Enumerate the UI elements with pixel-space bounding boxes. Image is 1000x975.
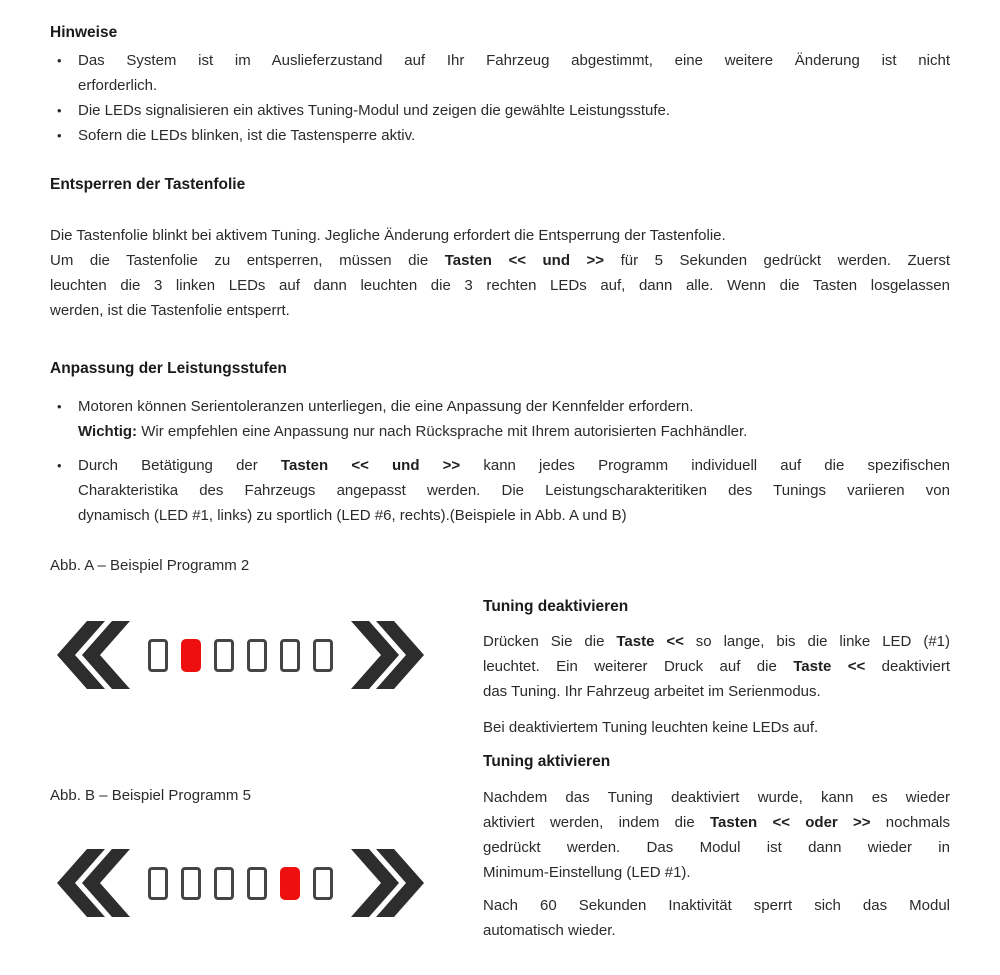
bold-taste-key: Taste << [616, 633, 684, 650]
bold-tasten-keys: Tasten << und >> [280, 457, 461, 474]
led-indicator-1 [148, 867, 168, 900]
led-strip [148, 867, 333, 900]
text-line: Bei deaktiviertem Tuning leuchten keine LEDs auf. [483, 719, 819, 736]
tuning-off-heading: Tuning deaktivieren [483, 598, 629, 615]
bullet-dot-icon: • [57, 53, 62, 68]
bullet-text [78, 98, 950, 123]
text-line: Die LEDs signalisieren ein aktives Tuning-Modul und zeigen die gewählte Leistungsstufe. [78, 102, 671, 119]
led-indicator-4 [247, 639, 267, 672]
text-line: Nach 60 Sekunden Inaktivität sperrt sich das Modul [483, 897, 950, 914]
bullet-item-system [50, 48, 950, 98]
text-line: Motoren können Serientoleranzen unterliegen, die eine Anpassung der Kennfelder erfordern. [78, 398, 694, 415]
entsperren-heading: Entsperren der Tastenfolie [50, 176, 246, 193]
text-line: Um die Tastenfolie zu entsperren, müssen die Tasten << und >> für 5 Sekunden gedrückt werden. Zuerst [50, 252, 951, 269]
anpassung-bullet-list [50, 394, 950, 528]
text-line: gedrückt werden. Das Modul ist dann wieder in [483, 839, 950, 856]
text-line: Minimum-Einstellung (LED #1). [483, 864, 691, 881]
figure-a-label: Abb. A – Beispiel Programm 2 [50, 557, 250, 574]
bullet-text [78, 453, 950, 528]
bold-tasten-keys: Tasten << und >> [444, 252, 605, 269]
bullet-text [78, 394, 950, 444]
bullet-item-blinken [50, 123, 950, 148]
bullet-text [78, 48, 950, 98]
text-line: Wichtig: Wir empfehlen eine Anpassung nur nach Rücksprache mit Ihrem autorisierten Fachhändler. [78, 423, 748, 440]
led-indicator-5-active [280, 867, 300, 900]
led-module-figure-b [57, 849, 424, 917]
tuning-on-paragraph [483, 785, 950, 885]
tuning-off-note [483, 715, 950, 740]
bold-taste-key: Taste << [793, 658, 866, 675]
led-strip [148, 639, 333, 672]
text-line: aktiviert werden, indem die Tasten << oder >> nochmals [483, 814, 950, 831]
text-line: leuchten die 3 linken LEDs auf dann leuchten die 3 rechten LEDs auf, dann alle. Wenn die Tasten losgelassen [50, 277, 950, 294]
led-indicator-2 [181, 867, 201, 900]
anpassung-heading: Anpassung der Leistungsstufen [50, 360, 287, 377]
text-line: erforderlich. [78, 77, 158, 94]
led-indicator-3 [214, 639, 234, 672]
double-chevron-left-icon [57, 621, 130, 689]
text-line: Charakteristika des Fahrzeugs angepasst werden. Die Leistungscharakteritiken des Tunings variieren von [78, 482, 950, 499]
text-line: Nachdem das Tuning deaktiviert wurde, kann es wieder [483, 789, 950, 806]
text-line: automatisch wieder. [483, 922, 616, 939]
led-indicator-6 [313, 639, 333, 672]
led-indicator-5 [280, 639, 300, 672]
text-line: Das System ist im Auslieferzustand auf Ihr Fahrzeug abgestimmt, eine weitere Änderung ist nicht [78, 52, 950, 69]
bullet-item-leds [50, 98, 950, 123]
tuning-on-heading: Tuning aktivieren [483, 753, 611, 770]
text-line: Sofern die LEDs blinken, ist die Tastensperre aktiv. [78, 127, 416, 144]
hinweise-heading: Hinweise [50, 24, 118, 41]
bullet-item-motoren [50, 394, 950, 444]
led-indicator-1 [148, 639, 168, 672]
led-indicator-2-active [181, 639, 201, 672]
bullet-item-betaetigung [50, 453, 950, 528]
bold-tasten-keys: Tasten << oder >> [709, 814, 871, 831]
led-indicator-4 [247, 867, 267, 900]
bullet-dot-icon: • [57, 399, 62, 414]
bullet-text [78, 123, 950, 148]
hinweise-bullet-list [50, 48, 950, 148]
tuning-on-timeout-paragraph [483, 893, 950, 943]
text-line: dynamisch (LED #1, links) zu sportlich (LED #6, rechts).(Beispiele in Abb. A und B) [78, 507, 627, 524]
bullet-dot-icon: • [57, 458, 62, 473]
led-module-figure-a [57, 621, 424, 689]
bold-wichtig: Wichtig: [78, 423, 138, 440]
double-chevron-right-icon [351, 621, 424, 689]
led-indicator-6 [313, 867, 333, 900]
bullet-dot-icon: • [57, 128, 62, 143]
text-line: werden, ist die Tastenfolie entsperrt. [50, 302, 290, 319]
text-line: das Tuning. Ihr Fahrzeug arbeitet im Serienmodus. [483, 683, 821, 700]
text-line: Die Tastenfolie blinkt bei aktivem Tuning. Jegliche Änderung erfordert die Entsperrung der Tastenfolie. [50, 227, 726, 244]
double-chevron-left-icon [57, 849, 130, 917]
figure-b-label: Abb. B – Beispiel Programm 5 [50, 787, 251, 804]
right-column [483, 598, 950, 943]
double-chevron-right-icon [351, 849, 424, 917]
bullet-dot-icon: • [57, 103, 62, 118]
led-indicator-3 [214, 867, 234, 900]
entsperren-paragraph [50, 223, 950, 323]
text-line: leuchtet. Ein weiterer Druck auf die Taste << deaktiviert [483, 658, 950, 675]
tuning-off-paragraph [483, 629, 950, 704]
text-line: Durch Betätigung der Tasten << und >> kann jedes Programm individuell auf die spezifischen [78, 457, 951, 474]
text-line: Drücken Sie die Taste << so lange, bis die linke LED (#1) [483, 633, 950, 650]
top-content [50, 24, 950, 528]
